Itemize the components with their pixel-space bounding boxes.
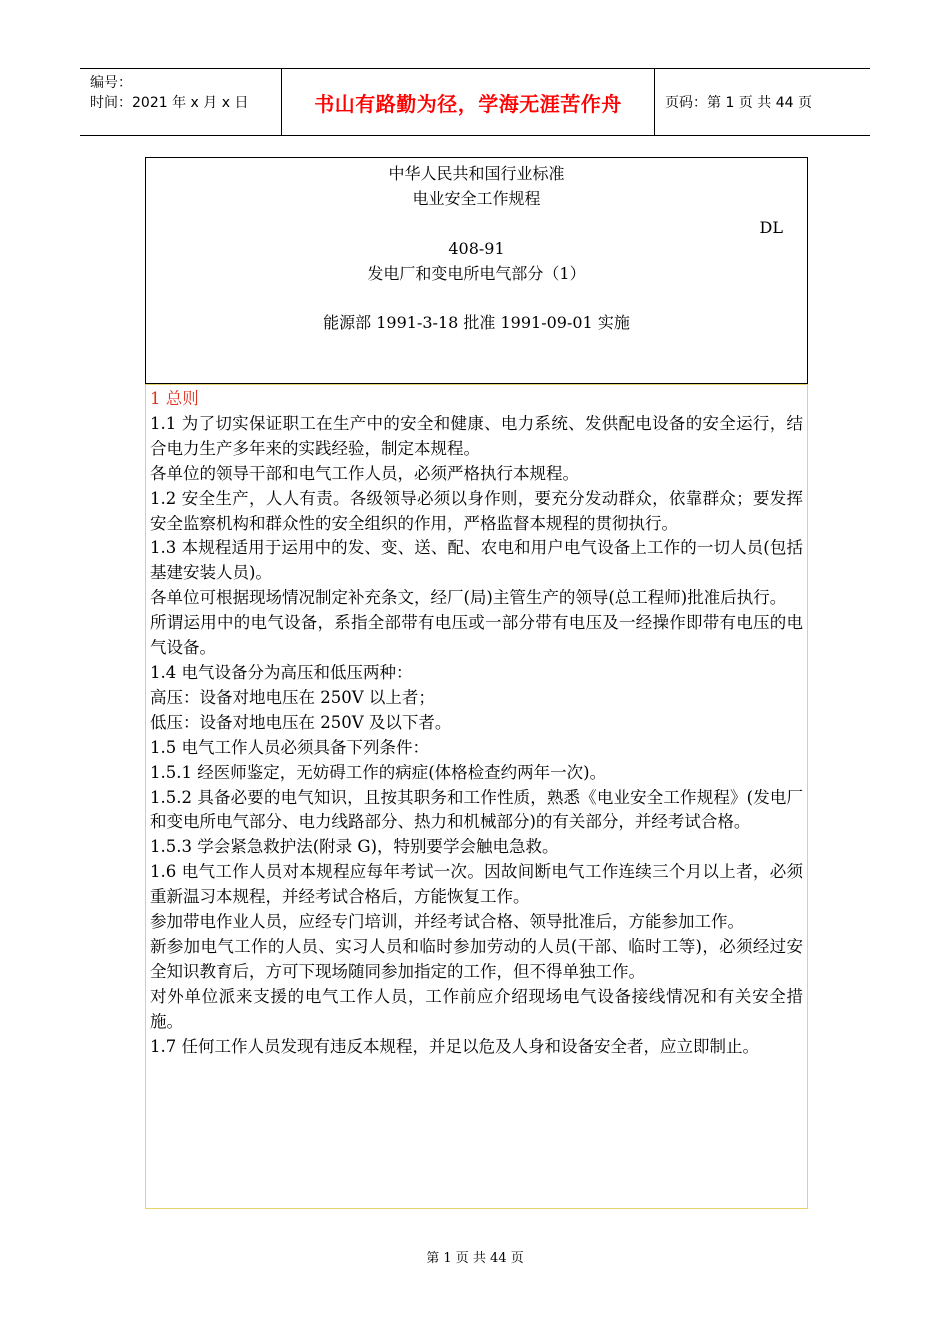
standard-subtitle: 发电厂和变电所电气部分（1） [367, 264, 586, 283]
paragraph: 所谓运用中的电气设备，系指全部带有电压或一部分带有电压及一经操作即带有电压的电气设备。 [150, 613, 803, 658]
paragraph: 1.3 本规程适用于运用中的发、变、送、配、农电和用户电气设备上工作的一切人员(包括基建安装人员)。 [150, 538, 803, 583]
page-header [80, 68, 870, 136]
page-footer: 第 1 页 共 44 页 [426, 1251, 524, 1266]
paragraph: 1.5.2 具备必要的电气知识，且按其职务和工作性质，熟悉《电业安全工作规程》(发电厂和变电所电气部分、电力线路部分、热力和机械部分)的有关部分，并经考试合格。 [150, 787, 803, 832]
header-motto: 书山有路勤为径，学海无涯苦作舟 [314, 91, 622, 116]
paragraph: 各单位可根据现场情况制定补充条文，经厂(局)主管生产的领导(总工程师)批准后执行。 [150, 588, 787, 608]
paragraph: 高压：设备对地电压在 250V 以上者； [150, 687, 435, 707]
section-heading: 1 总则 [150, 389, 199, 408]
header-motto-cell [282, 69, 655, 135]
paragraph: 低压：设备对地电压在 250V 及以下者。 [150, 712, 452, 732]
document-number-label: 编号： [90, 75, 132, 91]
paragraph: 对外单位派来支援的电气工作人员，工作前应介绍现场电气设备接线情况和有关安全措施。 [150, 986, 803, 1031]
standard-prefix: DL [759, 218, 783, 237]
document-body [145, 384, 808, 1209]
standard-title: 电业安全工作规程 [412, 189, 541, 208]
document-date: 时间：2021 年 x 月 x 日 [90, 95, 249, 111]
paragraph: 1.6 电气工作人员对本规程应每年考试一次。因故间断电气工作连续三个月以上者，必须重新温习本规程，并经考试合格后，方能恢复工作。 [150, 862, 803, 907]
standard-title-block [145, 157, 808, 384]
paragraph: 1.5.3 学会紧急救护法(附录 G)，特别要学会触电急救。 [150, 837, 559, 857]
paragraph: 1.7 任何工作人员发现有违反本规程，并足以危及人身和设备安全者，应立即制止。 [150, 1036, 759, 1056]
standard-category: 中华人民共和国行业标准 [388, 164, 565, 183]
header-page-info: 页码：第 1 页 共 44 页 [665, 95, 812, 111]
paragraph: 1.5 电气工作人员必须具备下列条件： [150, 737, 429, 757]
header-meta [80, 69, 282, 135]
standard-code: 408-91 [448, 239, 505, 258]
standard-approval: 能源部 1991-3-18 批准 1991-09-01 实施 [323, 313, 630, 332]
paragraph: 1.2 安全生产，人人有责。各级领导必须以身作则，要充分发动群众，依靠群众；要发挥安全监察机构和群众性的安全组织的作用，严格监督本规程的贯彻执行。 [150, 488, 803, 533]
paragraph: 参加带电作业人员，应经专门培训，并经考试合格、领导批准后，方能参加工作。 [150, 912, 744, 932]
paragraph: 1.1 为了切实保证职工在生产中的安全和健康、电力系统、发供配电设备的安全运行，结合电力生产多年来的实践经验，制定本规程。 [150, 413, 803, 458]
paragraph: 1.5.1 经医师鉴定，无妨碍工作的病症(体格检查约两年一次)。 [150, 762, 607, 782]
paragraph: 1.4 电气设备分为高压和低压两种： [150, 662, 413, 682]
header-page-info-cell [655, 69, 870, 135]
paragraph: 各单位的领导干部和电气工作人员，必须严格执行本规程。 [150, 463, 579, 483]
paragraph: 新参加电气工作的人员、实习人员和临时参加劳动的人员(干部、临时工等)，必须经过安全知识教育后，方可下现场随同参加指定的工作，但不得单独工作。 [150, 936, 803, 981]
